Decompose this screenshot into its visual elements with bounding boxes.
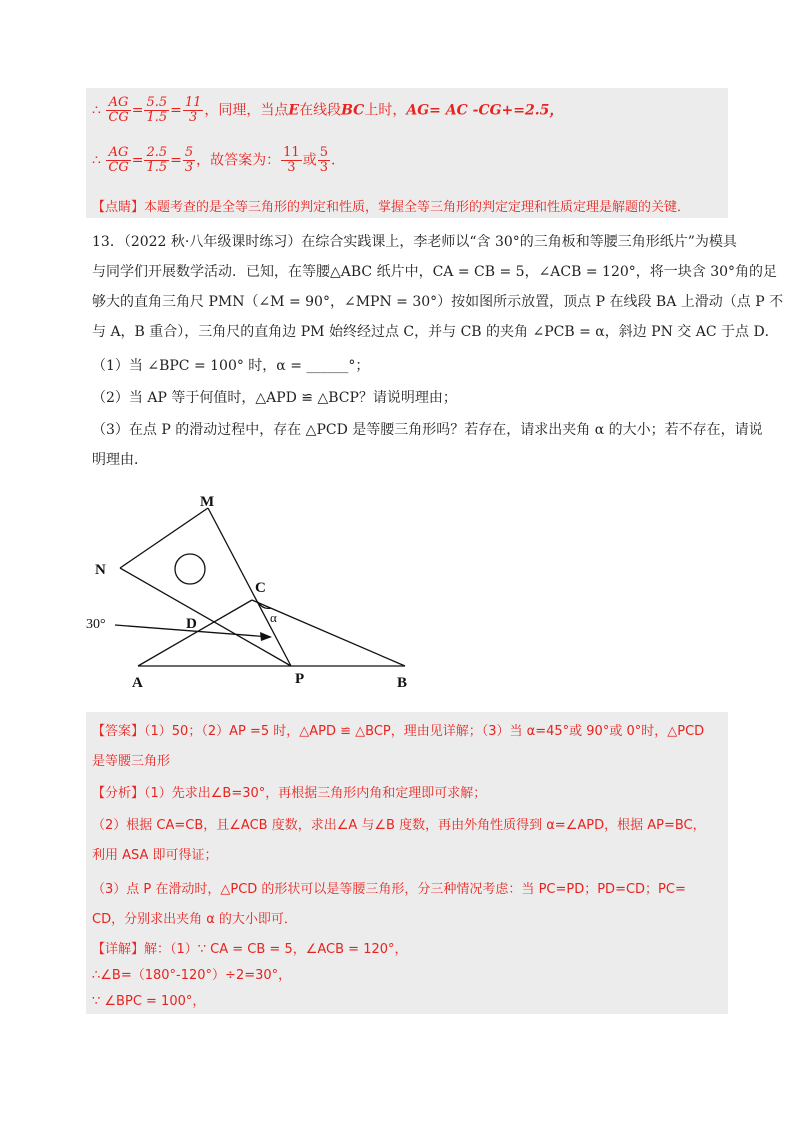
question-part-3: （3）在点 P 的滑动过程中，存在 △PCD 是等腰三角形吗？若存在，请求出夹角 α 的大小；若不存在，请说 <box>92 422 763 438</box>
question-part-1: （1）当 ∠BPC = 100° 时，α = ______°； <box>92 358 370 374</box>
question-part-2: （2）当 AP 等于何值时，△APD ≌ △BCP？请说明理由； <box>92 390 457 406</box>
arrow-head-icon <box>260 632 272 641</box>
question-line-4: 与 A，B 重合），三角尺的直角边 PM 始终经过点 C，并与 CB 的夹角 ∠PCB = α，斜边 PN 交 AC 于点 D． <box>92 324 779 340</box>
label-d: D <box>186 616 197 632</box>
detail-line-1: 【详解】解：（1）∵ CA = CB = 5，∠ACB = 120°， <box>92 942 408 957</box>
question-line-1: 13．（2022 秋·八年级课时练习）在综合实践课上，李老师以“含 30°的三角板和等腰三角形纸片”为模具 <box>92 234 737 250</box>
solution-line-1: ∴ $\frac{AG}{CG}$ = $\frac{5.5}{1.5}$ = $\frac{11}{3}$ ，同理，当点E在线段BC上时，AG= AC -CG+=2.5， <box>92 95 564 125</box>
label-b: B <box>397 675 408 691</box>
analysis-line-3: 利用 ASA 即可得证； <box>92 848 218 863</box>
detail-line-3: ∵ ∠BPC = 100°， <box>92 994 206 1009</box>
answer-line-2: 是等腰三角形 <box>92 754 171 769</box>
answer-line-1: 【答案】（1）50；（2）AP =5 时，△APD ≌ △BCP，理由见详解；（3）当 α=45°或 90°或 0°时，△PCD <box>92 724 705 739</box>
analysis-line-1: 【分析】（1）先求出∠B=30°，再根据三角形内角和定理即可求解； <box>92 786 487 801</box>
question-part-3-cont: 明理由． <box>92 452 148 468</box>
label-c: C <box>255 580 266 596</box>
label-m: M <box>200 494 215 510</box>
label-30-degree: 30° <box>86 617 106 632</box>
segment-nm <box>120 508 208 568</box>
triangle-hole-circle <box>175 554 205 584</box>
question-line-2: 与同学们开展数学活动．已知，在等腰△ABC 纸片中，CA = CB = 5，∠ACB = 120°，将一块含 30°角的足 <box>92 264 778 280</box>
label-p: P <box>295 671 305 687</box>
solution-line-2: ∴ $\frac{AG}{CG}$ = $\frac{2.5}{1.5}$ = $\frac{5}{3}$ ，故答案为： $\frac{11}{3}$ 或 $\frac{5}{3}$ ． <box>92 145 345 175</box>
question-line-3: 够大的直角三角尺 PMN（∠M = 90°，∠MPN = 30°）按如图所示放置，顶点 P 在线段 BA 上滑动（点 P 不 <box>92 294 784 310</box>
detail-line-2: ∴∠B=（180°-120°）÷2=30°， <box>92 968 292 983</box>
label-alpha: α <box>270 610 277 625</box>
label-a: A <box>132 675 143 691</box>
label-n: N <box>95 562 106 578</box>
analysis-line-4: （3）点 P 在滑动时，△PCD 的形状可以是等腰三角形，分三种情况考虑：当 PC=PD；PD=CD；PC= <box>92 882 686 897</box>
dianjing-note: 【点睛】本题考查的是全等三角形的判定和性质，掌握全等三角形的判定定理和性质定理是解题的关键． <box>92 200 691 215</box>
segment-ac <box>138 600 252 666</box>
geometry-figure <box>0 484 800 704</box>
analysis-line-5: CD，分别求出夹角 α 的大小即可． <box>92 912 297 927</box>
analysis-line-2: （2）根据 CA=CB，且∠ACB 度数，求出∠A 与∠B 度数，再由外角性质得到 α=∠APD，根据 AP=BC， <box>92 818 706 833</box>
